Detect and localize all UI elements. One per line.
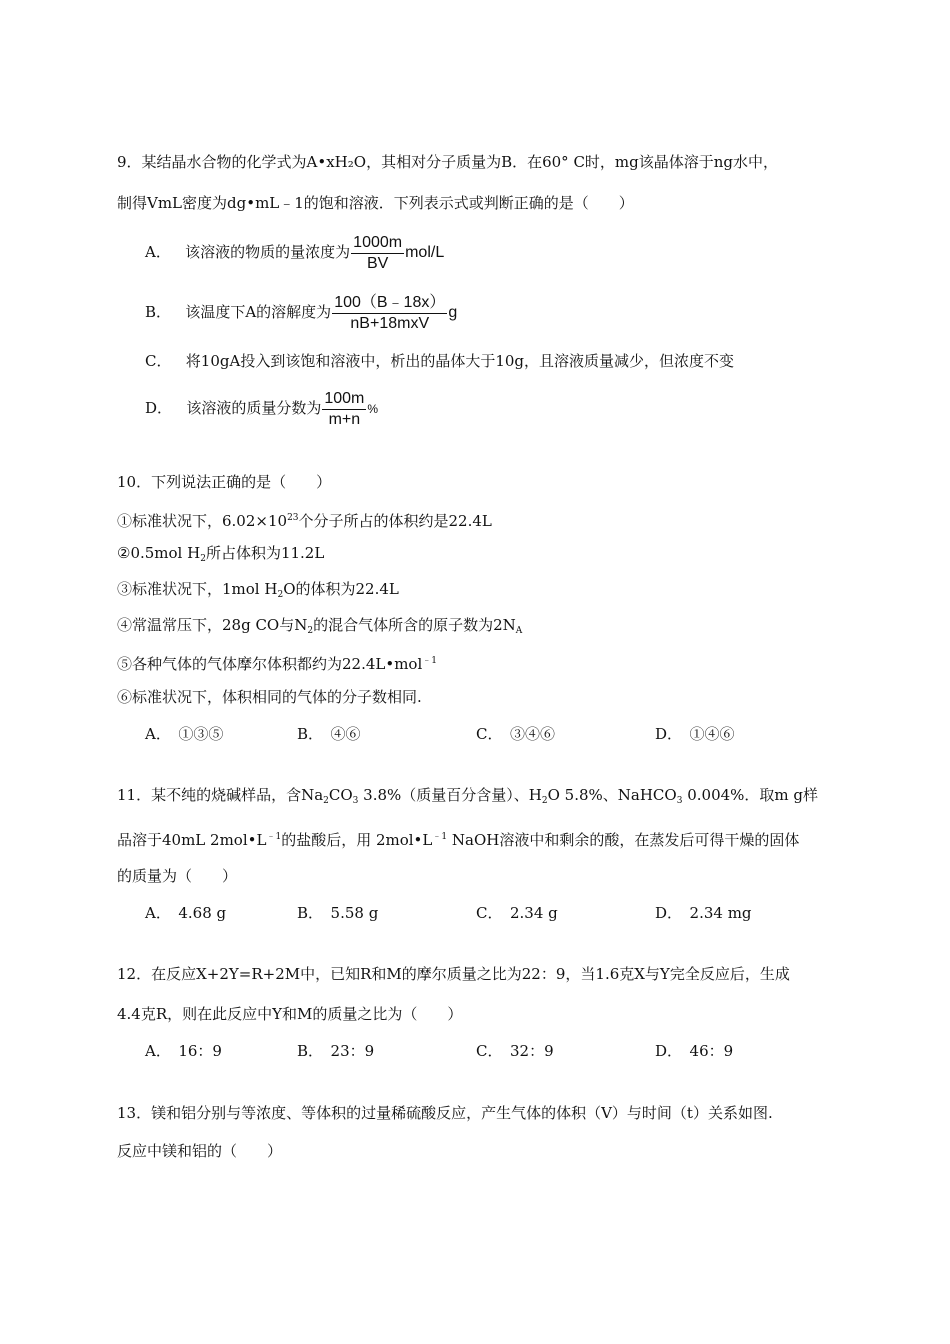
text: 的盐酸后，用 2mol•L bbox=[281, 831, 433, 849]
q9-option-a bbox=[145, 232, 444, 274]
subscript: 2 bbox=[541, 796, 548, 806]
subscript: 3 bbox=[676, 796, 683, 806]
q12-option-c: C． 32：9 bbox=[476, 1042, 554, 1060]
unit: g bbox=[448, 304, 458, 321]
subscript: 2 bbox=[323, 796, 329, 806]
q9-option-d bbox=[145, 388, 378, 430]
superscript: ﹣1 bbox=[422, 656, 437, 666]
fraction bbox=[322, 389, 366, 430]
q13-stem-line2: 反应中镁和铝的（ ） bbox=[117, 1142, 283, 1160]
q10-statement-4 bbox=[117, 615, 522, 641]
superscript: 23 bbox=[287, 513, 299, 523]
text: NaOH溶液中和剩余的酸，在蒸发后可得干燥的固体 bbox=[447, 831, 800, 849]
q12-stem-line1: 12．在反应X+2Y=R+2M中，已知R和M的摩尔质量之比为22：9，当1.6克X与Y完全反应后，生成 bbox=[117, 965, 790, 983]
q10-option-d: D． ①④⑥ bbox=[655, 725, 735, 743]
unit: mol/L bbox=[405, 244, 445, 261]
q10-option-a: A． ①③⑤ bbox=[145, 725, 224, 743]
text: ①标准状况下，6.02×10 bbox=[117, 512, 288, 530]
q11-option-c: C． 2.34 g bbox=[476, 904, 558, 922]
q12-option-a: A． 16：9 bbox=[145, 1042, 222, 1060]
q9-stem-line2: 制得VmL密度为dg•mL﹣1的饱和溶液．下列表示式或判断正确的是（ ） bbox=[117, 194, 634, 212]
denominator: m+n bbox=[328, 410, 361, 428]
option-text: 该温度下A的溶解度为 bbox=[185, 303, 332, 321]
q11-stem-line2 bbox=[117, 827, 799, 850]
option-label: A． bbox=[145, 243, 171, 261]
option-text: 该溶液的质量分数为 bbox=[186, 399, 322, 417]
denominator: nB+18mxV bbox=[350, 314, 430, 332]
q10-statement-3 bbox=[117, 579, 399, 605]
numerator: 100m bbox=[322, 389, 366, 410]
q12-option-b: B． 23：9 bbox=[297, 1042, 375, 1060]
text: 品溶于40mL 2mol•L bbox=[117, 831, 267, 849]
text: ④常温常压下，28g CO与N bbox=[117, 616, 308, 634]
q11-stem-line1 bbox=[117, 785, 818, 811]
text: ⑤各种气体的气体摩尔体积都约为22.4L•mol bbox=[117, 655, 423, 673]
subscript: 2 bbox=[277, 590, 284, 600]
superscript: ﹣1 bbox=[432, 832, 448, 842]
q9-option-c bbox=[145, 351, 734, 371]
option-label: B． bbox=[145, 303, 172, 321]
option-text: 将10gA投入到该饱和溶液中，析出的晶体大于10g，且溶液质量减少，但浓度不变 bbox=[185, 352, 735, 370]
q11-option-d: D． 2.34 mg bbox=[655, 904, 752, 922]
unit: % bbox=[367, 402, 379, 416]
q11-option-a: A． 4.68 g bbox=[145, 904, 227, 922]
text: ②0.5mol H bbox=[117, 544, 201, 562]
text: 所占体积为11.2L bbox=[205, 544, 325, 562]
subscript: A bbox=[515, 626, 523, 636]
q10-statement-5 bbox=[117, 651, 437, 674]
q9-option-b bbox=[145, 292, 457, 334]
superscript: ﹣1 bbox=[266, 832, 282, 842]
q11-option-b: B． 5.58 g bbox=[297, 904, 379, 922]
q10-option-b: B． ④⑥ bbox=[297, 725, 361, 743]
text: 3.8%（质量百分含量）、H bbox=[358, 786, 542, 804]
q10-option-c: C． ③④⑥ bbox=[476, 725, 555, 743]
subscript: 2 bbox=[307, 626, 314, 636]
fraction bbox=[351, 233, 404, 274]
text: 11．某不纯的烧碱样品，含Na bbox=[117, 786, 324, 804]
q11-stem-line3: 的质量为（ ） bbox=[117, 867, 238, 885]
q12-stem-line2: 4.4克R，则在此反应中Y和M的质量之比为（ ） bbox=[117, 1005, 463, 1023]
option-label: C． bbox=[145, 352, 172, 370]
text: CO bbox=[328, 786, 353, 804]
fraction bbox=[332, 293, 447, 334]
text: 个分子所占的体积约是22.4L bbox=[298, 512, 492, 530]
q10-statement-6: ⑥标准状况下，体积相同的气体的分子数相同. bbox=[117, 688, 422, 706]
text: ③标准状况下，1mol H bbox=[117, 580, 278, 598]
numerator: 1000m bbox=[351, 233, 404, 254]
text: 0.004%．取m g样 bbox=[682, 786, 819, 804]
q10-stem: 10．下列说法正确的是（ ） bbox=[117, 473, 332, 491]
text: O 5.8%、NaHCO bbox=[547, 786, 677, 804]
q13-stem-line1: 13．镁和铝分别与等浓度、等体积的过量稀硫酸反应，产生气体的体积（V）与时间（t）关系如图. bbox=[117, 1104, 773, 1122]
q9-stem-line1: 9．某结晶水合物的化学式为A•xH₂O，其相对分子质量为B．在60° C时，mg该晶体溶于ng水中， bbox=[117, 153, 779, 171]
text: 的混合气体所含的原子数为2N bbox=[313, 616, 516, 634]
option-label: D． bbox=[145, 399, 173, 417]
numerator: 100（B﹣18x） bbox=[332, 293, 447, 314]
subscript: 2 bbox=[200, 554, 206, 564]
q10-statement-2 bbox=[117, 543, 324, 569]
text: O的体积为22.4L bbox=[283, 580, 399, 598]
q10-statement-1 bbox=[117, 508, 492, 531]
subscript: 3 bbox=[352, 796, 359, 806]
denominator: BV bbox=[366, 254, 389, 272]
option-text: 该溶液的物质的量浓度为 bbox=[185, 243, 351, 261]
q12-option-d: D． 46：9 bbox=[655, 1042, 734, 1060]
